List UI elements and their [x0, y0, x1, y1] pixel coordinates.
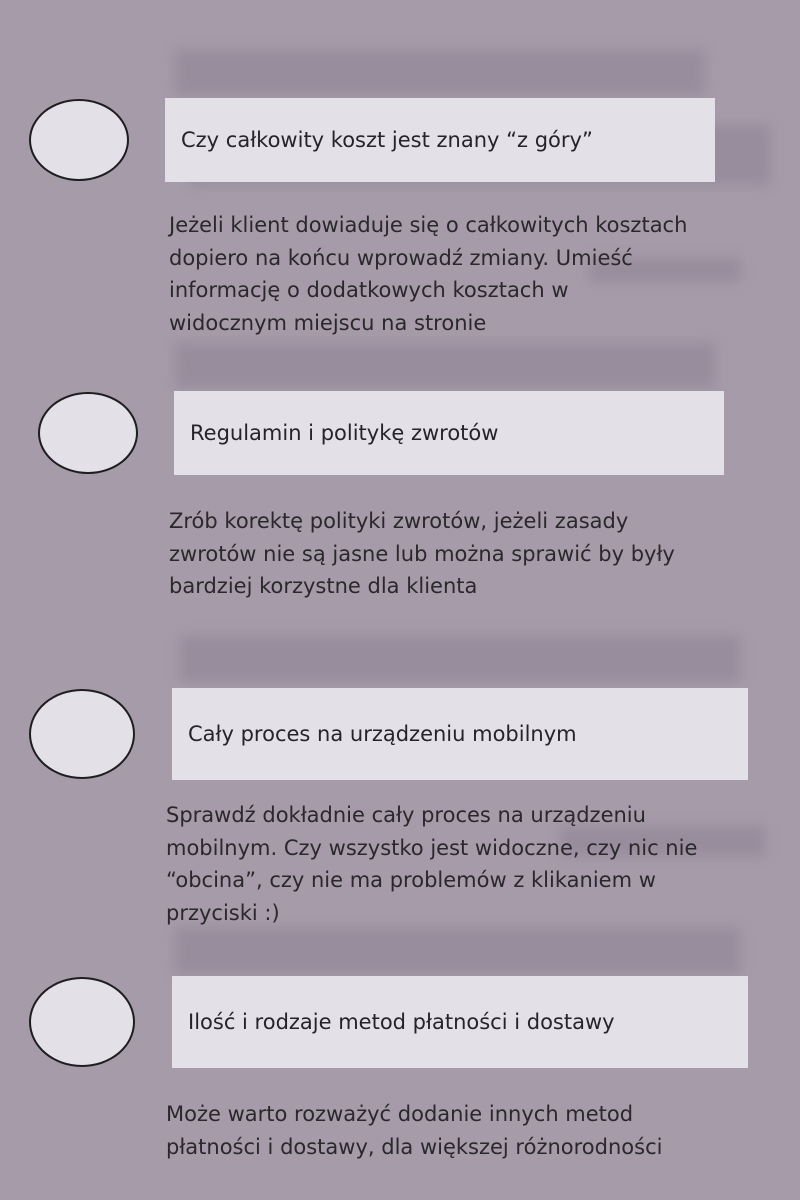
section-title: Cały proces na urządzeniu mobilnym — [188, 722, 577, 746]
section-title: Ilość i rodzaje metod płatności i dostawy — [188, 1010, 615, 1034]
step-marker-circle — [29, 99, 129, 181]
section-title-card — [172, 976, 748, 1068]
section-title-card — [172, 688, 748, 780]
section-description: Sprawdź dokładnie cały proces na urządzeniu mobilnym. Czy wszystko jest widoczne, czy nic nie “obcina”, czy nie ma problemów z klikaniem w przyciski :) — [166, 803, 698, 925]
step-marker-circle — [29, 689, 135, 779]
shadow-band — [180, 636, 740, 682]
section-title-card — [165, 98, 715, 182]
section-description: Zrób korektę polityki zwrotów, jeżeli zasady zwrotów nie są jasne lub można sprawić by były bardziej korzystne dla klienta — [169, 509, 675, 598]
section-title: Regulamin i politykę zwrotów — [190, 421, 499, 445]
section-description: Jeżeli klient dowiaduje się o całkowitych kosztach dopiero na końcu wprowadź zmiany. Umieść informację o dodatkowych kosztach w widocznym miejscu na stronie — [169, 213, 688, 335]
shadow-band — [175, 343, 715, 388]
shadow-band — [175, 50, 705, 95]
step-marker-circle — [38, 392, 138, 474]
section-title: Czy całkowity koszt jest znany “z góry” — [181, 128, 593, 152]
step-marker-circle — [29, 977, 135, 1067]
shadow-band — [175, 928, 740, 974]
section-description: Może warto rozważyć dodanie innych metod płatności i dostawy, dla większej różnorodności — [166, 1102, 663, 1159]
section-title-card — [174, 391, 724, 475]
